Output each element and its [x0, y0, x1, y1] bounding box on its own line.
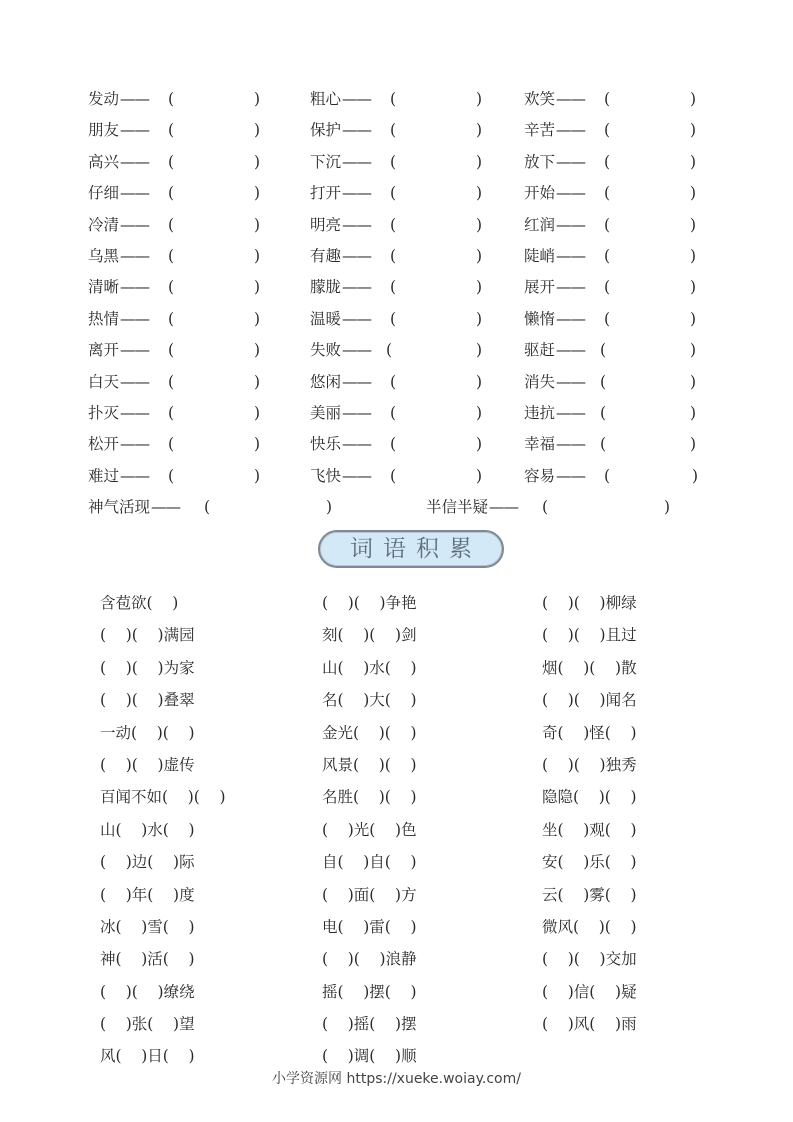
answer-blank-close: ) [690, 435, 697, 454]
antonym-item [88, 178, 261, 209]
idiom-item[interactable]: ( )( )交加 [542, 950, 637, 969]
antonym-row [88, 272, 708, 303]
antonym-item [426, 492, 671, 523]
answer-blank-open[interactable]: ( [390, 215, 397, 234]
answer-blank-close: ) [254, 215, 261, 234]
antonym-item [310, 304, 483, 335]
word: 明亮 [310, 215, 342, 234]
answer-blank-close: ) [476, 121, 483, 140]
answer-blank-close: ) [690, 372, 697, 391]
dash: —— [342, 278, 372, 297]
idiom-item[interactable]: ( )( )争艳 [322, 594, 417, 612]
word: 消失 [524, 372, 556, 391]
word: 离开 [88, 341, 120, 360]
word: 粗心 [310, 90, 342, 108]
dash: —— [556, 278, 586, 297]
idiom-item[interactable]: 风( )日( ) [100, 1047, 195, 1066]
answer-blank-close: ) [254, 372, 261, 391]
idiom-item[interactable]: ( )面( )方 [322, 885, 417, 904]
antonym-item [88, 210, 261, 241]
antonym-row [88, 367, 708, 398]
answer-blank-close: ) [476, 466, 483, 485]
dash: —— [556, 466, 586, 485]
antonym-item [310, 84, 483, 115]
answer-blank-open[interactable]: ( [542, 498, 549, 517]
antonym-row [88, 210, 708, 241]
idiom-item[interactable]: ( )张( )望 [100, 1015, 195, 1034]
idiom-item[interactable]: 坐( )观( ) [542, 820, 637, 839]
word: 朋友 [88, 121, 120, 140]
idiom-item[interactable]: ( )( )缭绕 [100, 982, 195, 1001]
answer-blank-open[interactable]: ( [604, 278, 611, 297]
word: 违抗 [524, 403, 556, 422]
dash: —— [556, 341, 586, 360]
answer-blank-close: ) [254, 435, 261, 454]
section-title-badge: 词语积累 [318, 530, 504, 568]
word: 幸福 [524, 435, 556, 454]
antonym-item [524, 178, 697, 209]
antonym-item [310, 147, 483, 178]
antonym-item [524, 398, 697, 429]
idiom-item[interactable]: 自( )自( ) [322, 853, 417, 872]
answer-blank-open[interactable]: ( [168, 90, 175, 108]
answer-blank-open[interactable]: ( [604, 152, 611, 171]
dash: —— [120, 90, 150, 108]
dash: —— [342, 90, 372, 108]
answer-blank-close: ) [690, 246, 697, 265]
idiom-row [100, 846, 710, 878]
idiom-item[interactable]: 刻( )( )剑 [322, 626, 417, 645]
word: 松开 [88, 435, 120, 454]
antonym-item [88, 241, 261, 272]
answer-blank-close: ) [254, 403, 261, 422]
idiom-item[interactable]: ( )( )闻名 [542, 691, 637, 710]
idiom-item[interactable]: ( )调( )顺 [322, 1047, 417, 1066]
answer-blank-close: ) [690, 90, 697, 108]
dash: —— [342, 184, 372, 203]
answer-blank-close: ) [254, 90, 261, 108]
dash: —— [489, 498, 519, 517]
answer-blank-close: ) [690, 278, 697, 297]
idiom-item[interactable]: ( )年( )度 [100, 885, 195, 904]
idiom-row [100, 684, 710, 716]
idiom-row [100, 943, 710, 975]
dash: —— [556, 435, 586, 454]
word: 下沉 [310, 152, 342, 171]
idiom-item[interactable]: 微风( )( ) [542, 917, 637, 936]
answer-blank-open[interactable]: ( [168, 435, 175, 454]
answer-blank-close: ) [476, 435, 483, 454]
answer-blank-close: ) [326, 498, 333, 517]
idiom-item[interactable]: ( )( )满园 [100, 626, 195, 645]
answer-blank-close: ) [254, 121, 261, 140]
word: 难过 [88, 466, 120, 485]
idiom-item[interactable]: 山( )水( ) [322, 658, 417, 677]
idiom-item[interactable]: 神( )活( ) [100, 950, 195, 969]
dash: —— [342, 152, 372, 171]
dash: —— [556, 309, 586, 328]
antonym-exercise [88, 84, 708, 523]
idiom-item[interactable]: 山( )水( ) [100, 820, 195, 839]
idiom-item[interactable]: ( )摇( )摆 [322, 1015, 417, 1034]
idiom-row [100, 749, 710, 781]
antonym-row [88, 178, 708, 209]
antonym-item [88, 367, 261, 398]
antonym-item [524, 241, 697, 272]
idiom-item[interactable]: 奇( )怪( ) [542, 723, 637, 742]
answer-blank-open[interactable]: ( [168, 372, 175, 391]
antonym-item [524, 272, 697, 303]
answer-blank-open[interactable]: ( [390, 372, 397, 391]
idiom-row [100, 652, 710, 684]
dash: —— [556, 403, 586, 422]
word: 半信半疑 [426, 498, 489, 517]
answer-blank-close: ) [664, 498, 671, 517]
idiom-item[interactable]: 云( )雾( ) [542, 885, 637, 904]
answer-blank-close: ) [254, 466, 261, 485]
answer-blank-open[interactable]: ( [168, 403, 175, 422]
dash: —— [342, 309, 372, 328]
answer-blank-open[interactable]: ( [604, 466, 611, 485]
dash: —— [342, 466, 372, 485]
answer-blank-close: ) [254, 341, 261, 360]
idiom-item[interactable]: 烟( )( )散 [542, 658, 637, 677]
idiom-row [100, 781, 710, 813]
antonym-item [88, 147, 261, 178]
antonym-item [88, 429, 261, 460]
answer-blank-open[interactable]: ( [604, 121, 611, 140]
answer-blank-open[interactable]: ( [604, 215, 611, 234]
word: 驱赶 [524, 341, 556, 360]
answer-blank-close: ) [254, 184, 261, 203]
antonym-item [310, 429, 483, 460]
antonym-item [88, 335, 261, 366]
answer-blank-open[interactable]: ( [604, 90, 611, 108]
idiom-item[interactable]: 含苞欲( ) [100, 594, 179, 612]
answer-blank-open[interactable]: ( [600, 435, 607, 454]
word: 放下 [524, 152, 556, 171]
answer-blank-open[interactable]: ( [168, 341, 175, 360]
antonym-row-idioms [88, 492, 708, 523]
answer-blank-open[interactable]: ( [600, 403, 607, 422]
answer-blank-close: ) [476, 90, 483, 108]
idiom-item[interactable]: 冰( )雪( ) [100, 917, 195, 936]
answer-blank-open[interactable]: ( [168, 215, 175, 234]
answer-blank-close: ) [476, 341, 483, 360]
answer-blank-close: ) [476, 403, 483, 422]
antonym-row [88, 398, 708, 429]
idiom-row [100, 814, 710, 846]
answer-blank-open[interactable]: ( [204, 498, 211, 517]
word: 开始 [524, 184, 556, 203]
antonym-item [524, 461, 699, 492]
word: 有趣 [310, 246, 342, 265]
dash: —— [151, 498, 181, 517]
idiom-item[interactable]: 摇( )摆( ) [322, 982, 417, 1001]
answer-blank-close: ) [254, 309, 261, 328]
antonym-item [310, 115, 483, 146]
answer-blank-close: ) [692, 466, 699, 485]
antonym-row [88, 461, 708, 492]
word: 温暖 [310, 309, 342, 328]
answer-blank-open[interactable]: ( [600, 372, 607, 391]
word: 打开 [310, 184, 342, 203]
idiom-item[interactable]: ( )( )虚传 [100, 755, 195, 774]
word: 失败 [310, 341, 342, 360]
word: 白天 [88, 372, 120, 391]
answer-blank-close: ) [254, 278, 261, 297]
dash: —— [556, 215, 586, 234]
dash: —— [342, 403, 372, 422]
antonym-item [524, 115, 697, 146]
idiom-item[interactable]: ( )光( )色 [322, 820, 417, 839]
word: 高兴 [88, 152, 120, 171]
dash: —— [120, 278, 150, 297]
antonym-row [88, 241, 708, 272]
dash: —— [120, 309, 150, 328]
antonym-item [88, 115, 261, 146]
idiom-row [100, 717, 710, 749]
answer-blank-open[interactable]: ( [390, 90, 397, 108]
answer-blank-close: ) [254, 246, 261, 265]
word: 展开 [524, 278, 556, 297]
antonym-row [88, 429, 708, 460]
antonym-item [310, 367, 483, 398]
idiom-item[interactable]: 金光( )( ) [322, 723, 417, 742]
idiom-item[interactable]: 名胜( )( ) [322, 788, 417, 807]
antonym-item [310, 335, 483, 366]
word: 悠闲 [310, 372, 342, 391]
word: 冷清 [88, 215, 120, 234]
idiom-row [100, 1008, 710, 1040]
antonym-item [310, 178, 483, 209]
answer-blank-open[interactable]: ( [600, 341, 607, 360]
dash: —— [556, 90, 586, 108]
word: 快乐 [310, 435, 342, 454]
answer-blank-open[interactable]: ( [168, 466, 175, 485]
answer-blank-close: ) [690, 403, 697, 422]
answer-blank-open[interactable]: ( [604, 184, 611, 203]
idiom-item[interactable]: 隐隐( )( ) [542, 788, 637, 807]
dash: —— [120, 341, 150, 360]
word: 仔细 [88, 184, 120, 203]
word: 热情 [88, 309, 120, 328]
antonym-item [310, 461, 483, 492]
answer-blank-open[interactable]: ( [390, 121, 397, 140]
word: 懒惰 [524, 309, 556, 328]
idiom-item[interactable]: ( )边( )际 [100, 853, 195, 872]
answer-blank-open[interactable]: ( [390, 278, 397, 297]
answer-blank-open[interactable]: ( [390, 466, 397, 485]
dash: —— [120, 184, 150, 203]
dash: —— [120, 372, 150, 391]
answer-blank-open[interactable]: ( [390, 435, 397, 454]
idiom-item[interactable]: 名( )大( ) [322, 691, 417, 710]
answer-blank-close: ) [690, 121, 697, 140]
idiom-item[interactable]: 电( )雷( ) [322, 917, 417, 936]
answer-blank-open[interactable]: ( [168, 309, 175, 328]
antonym-item [310, 398, 483, 429]
dash: —— [120, 215, 150, 234]
antonym-item [524, 335, 697, 366]
answer-blank-close: ) [690, 152, 697, 171]
antonym-row [88, 304, 708, 335]
idiom-item[interactable]: ( )( )浪静 [322, 950, 417, 969]
answer-blank-open[interactable]: ( [390, 309, 397, 328]
dash: —— [120, 403, 150, 422]
antonym-row [88, 115, 708, 146]
footer-watermark: 小学资源网 https://xueke.woiay.com/ [272, 1071, 521, 1087]
idiom-item[interactable]: 安( )乐( ) [542, 853, 637, 872]
antonym-item [310, 241, 483, 272]
antonym-item [88, 304, 261, 335]
idiom-exercise [100, 587, 710, 1073]
dash: —— [342, 215, 372, 234]
answer-blank-close: ) [690, 184, 697, 203]
word: 保护 [310, 121, 342, 140]
idiom-item[interactable]: ( )( )且过 [542, 626, 637, 645]
dash: —— [120, 121, 150, 140]
dash: —— [342, 341, 372, 360]
answer-blank-close: ) [690, 341, 697, 360]
dash: —— [556, 184, 586, 203]
word: 陡峭 [524, 246, 556, 265]
answer-blank-open[interactable]: ( [168, 184, 175, 203]
word: 辛苦 [524, 121, 556, 140]
answer-blank-open[interactable]: ( [168, 121, 175, 140]
antonym-item [524, 147, 697, 178]
idiom-item[interactable]: ( )( )为家 [100, 658, 195, 677]
idiom-row [100, 911, 710, 943]
idiom-item[interactable]: ( )( )独秀 [542, 755, 637, 774]
answer-blank-open[interactable]: ( [390, 403, 397, 422]
answer-blank-close: ) [476, 246, 483, 265]
antonym-item [88, 272, 261, 303]
antonym-item [524, 210, 697, 241]
antonym-item [88, 84, 261, 115]
dash: —— [342, 121, 372, 140]
idiom-item[interactable]: ( )风( )雨 [542, 1015, 637, 1034]
dash: —— [120, 466, 150, 485]
word: 容易 [524, 466, 556, 485]
antonym-item [524, 429, 697, 460]
answer-blank-open[interactable]: ( [168, 278, 175, 297]
answer-blank-open[interactable]: ( [604, 309, 611, 328]
word: 朦胧 [310, 278, 342, 297]
answer-blank-close: ) [690, 215, 697, 234]
answer-blank-close: ) [476, 184, 483, 203]
dash: —— [556, 372, 586, 391]
antonym-item [88, 461, 261, 492]
answer-blank-close: ) [476, 215, 483, 234]
word: 美丽 [310, 403, 342, 422]
word: 乌黑 [88, 246, 120, 265]
dash: —— [342, 246, 372, 265]
antonym-item [524, 367, 697, 398]
idiom-item[interactable]: 风景( )( ) [322, 755, 417, 774]
answer-blank-open[interactable]: ( [390, 246, 397, 265]
answer-blank-open[interactable]: ( [390, 184, 397, 203]
answer-blank-close: ) [476, 152, 483, 171]
idiom-row [100, 619, 710, 651]
word: 飞快 [310, 466, 342, 485]
antonym-item [524, 84, 697, 115]
answer-blank-open[interactable]: ( [386, 341, 393, 360]
idiom-item[interactable]: ( )( )叠翠 [100, 691, 195, 710]
antonym-item [310, 272, 483, 303]
answer-blank-close: ) [476, 278, 483, 297]
idiom-item[interactable]: ( )( )柳绿 [542, 594, 637, 612]
antonym-row [88, 147, 708, 178]
dash: —— [556, 121, 586, 140]
idiom-row [100, 976, 710, 1008]
dash: —— [342, 435, 372, 454]
word: 红润 [524, 215, 556, 234]
dash: —— [342, 372, 372, 391]
dash: —— [556, 246, 586, 265]
antonym-item [88, 492, 333, 523]
answer-blank-close: ) [254, 152, 261, 171]
answer-blank-open[interactable]: ( [168, 152, 175, 171]
idiom-row [100, 879, 710, 911]
idiom-item[interactable]: 百闻不如( )( ) [100, 788, 226, 807]
antonym-item [88, 398, 261, 429]
answer-blank-open[interactable]: ( [604, 246, 611, 265]
idiom-item[interactable]: 一动( )( ) [100, 723, 195, 742]
word: 扑灭 [88, 403, 120, 422]
answer-blank-close: ) [690, 309, 697, 328]
idiom-row [100, 587, 710, 619]
answer-blank-close: ) [476, 372, 483, 391]
word: 神气活现 [88, 498, 151, 517]
antonym-item [524, 304, 697, 335]
word: 发动 [88, 90, 120, 108]
dash: —— [556, 152, 586, 171]
word: 欢笑 [524, 90, 556, 108]
answer-blank-close: ) [476, 309, 483, 328]
word: 清晰 [88, 278, 120, 297]
dash: —— [120, 152, 150, 171]
idiom-item[interactable]: ( )信( )疑 [542, 982, 637, 1001]
antonym-item [310, 210, 483, 241]
dash: —— [120, 435, 150, 454]
answer-blank-open[interactable]: ( [390, 152, 397, 171]
answer-blank-open[interactable]: ( [168, 246, 175, 265]
antonym-row [88, 84, 708, 115]
dash: —— [120, 246, 150, 265]
antonym-row [88, 335, 708, 366]
